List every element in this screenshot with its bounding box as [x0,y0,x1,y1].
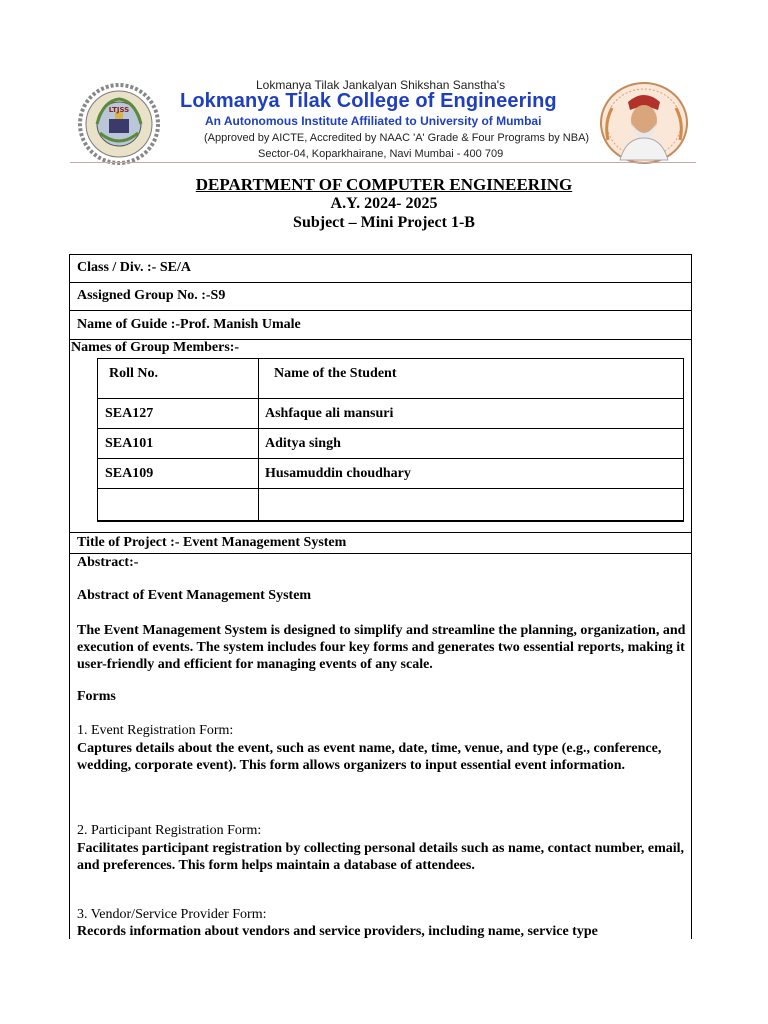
table-row-divider [98,428,683,429]
table-row-divider [98,458,683,459]
row-divider [70,282,691,283]
project-title-field: Title of Project :- Event Management System [77,535,347,550]
table-row-divider [98,398,683,399]
college-name: Lokmanya Tilak College of Engineering [180,90,557,112]
header-roll-no: Roll No. [109,366,158,381]
forms-heading: Forms [77,689,116,704]
academic-year: A.Y. 2024- 2025 [330,195,438,212]
autonomous-affiliation: An Autonomous Institute Affiliated to University of Mumbai [205,114,542,128]
college-emblem-logo [78,83,160,165]
abstract-heading: Abstract of Event Management System [77,588,312,603]
class-division-field: Class / Div. :- SE/A [77,260,191,275]
department-title: DEPARTMENT OF COMPUTER ENGINEERING [195,175,573,194]
table-column-divider [258,359,259,520]
group-number-field: Assigned Group No. :-S9 [77,288,226,303]
guide-name-field: Name of Guide :-Prof. Manish Umale [77,317,301,332]
founder-portrait-logo [598,80,690,166]
form-item-description: Records information about vendors and service providers, including name, service type [77,924,598,939]
header-student-name: Name of the Student [274,366,397,381]
sanstha-name: Lokmanya Tilak Jankalyan Shikshan Sanstha's [256,78,506,92]
student-name-cell: Ashfaque ali mansuri [265,406,394,421]
group-members-label: Names of Group Members:- [71,340,240,355]
form-item-description: Captures details about the event, such as event name, date, time, venue, and type (e.g., conference, wedding, corporate event). This form allows organizers to input essential event information. [77,741,662,773]
roll-no-cell: SEA109 [105,466,154,481]
project-form [69,254,692,939]
subject-title: Subject – Mini Project 1-B [293,214,475,231]
student-name-cell: Husamuddin choudhary [265,466,411,481]
abstract-label: Abstract:- [77,555,139,570]
roll-no-cell: SEA101 [105,436,154,451]
student-name-cell: Aditya singh [265,436,341,451]
group-members-table [97,358,684,522]
college-address: Sector-04, Koparkhairane, Navi Mumbai - 400 709 [258,148,504,160]
accreditation-line: (Approved by AICTE, Accredited by NAAC 'A' Grade & Four Programs by NBA) [204,132,590,144]
form-item-title: 1. Event Registration Form: [77,723,234,738]
row-divider [70,553,691,554]
form-item-title: 3. Vendor/Service Provider Form: [77,907,267,922]
row-divider [70,532,691,533]
table-row-divider [98,488,683,489]
roll-no-cell: SEA127 [105,406,154,421]
emblem-lettering: LTJSS [108,106,130,114]
abstract-intro: The Event Management System is designed to simplify and streamline the planning, organization, and execution of events. The system includes four key forms and generates two essential reports, making it user-friendly and efficient for managing events of any scale. [77,623,686,672]
header-divider [70,162,696,163]
form-item-title: 2. Participant Registration Form: [77,823,262,838]
form-item-description: Facilitates participant registration by collecting personal details such as name, contact number, email, and preferences. This form helps maintain a database of attendees. [77,841,685,873]
row-divider [70,310,691,311]
